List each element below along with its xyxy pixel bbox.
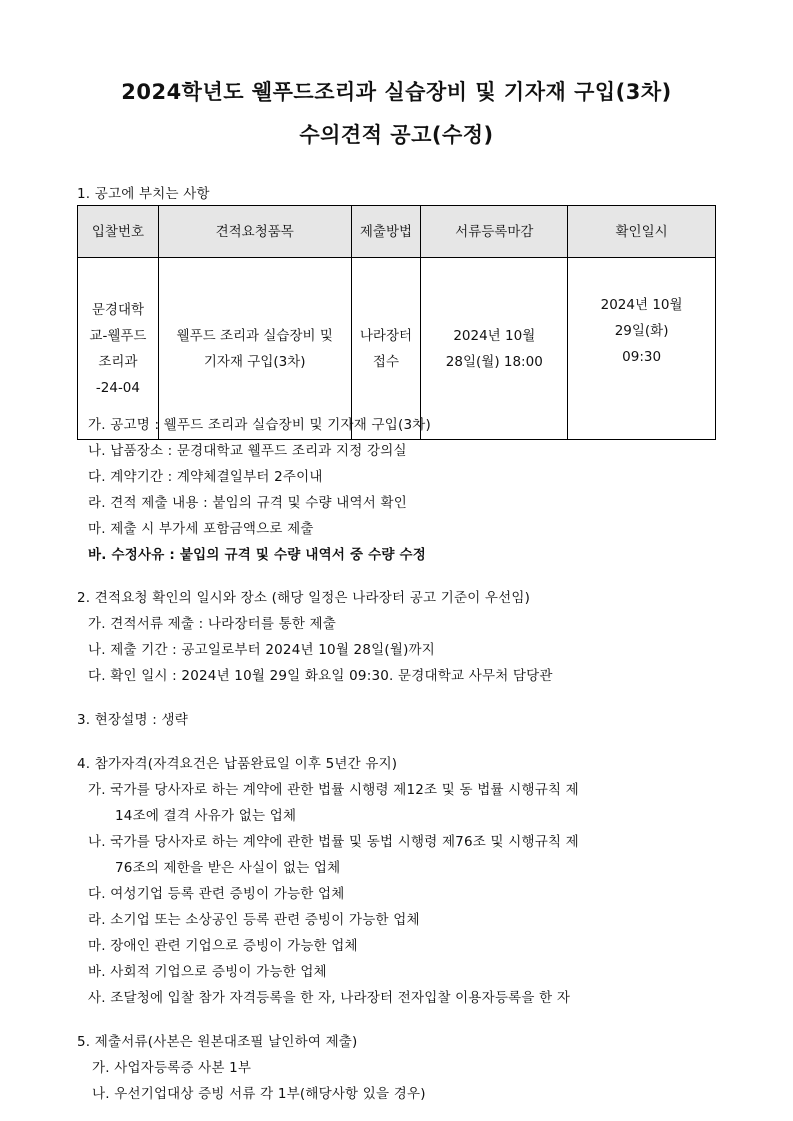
bid-no-line: -24-04 (95, 379, 140, 396)
section1-item: 나. 납품장소 : 문경대학교 웰푸드 조리과 지정 강의실 (88, 443, 407, 459)
section4-item-cont: 14조에 결격 사유가 없는 업체 (115, 808, 297, 824)
section4-item: 마. 장애인 관련 기업으로 증빙이 가능한 업체 (88, 938, 358, 954)
item-line: 기자재 구입(3차) (203, 353, 306, 370)
bid-info-table (77, 205, 716, 440)
confirm-line: 2024년 10월 (600, 297, 683, 313)
header-deadline: 서류등록마감 (421, 206, 568, 258)
section1-item: 가. 공고명 : 웰푸드 조리과 실습장비 및 기자재 구입(3차) (88, 417, 431, 433)
notice-title-line2: 수의견적 공고(수정) (299, 123, 494, 147)
section3-heading: 3. 현장설명 : 생략 (77, 712, 188, 728)
header-bid-no: 입찰번호 (78, 206, 159, 258)
notice-title-line1: 2024학년도 웰푸드조리과 실습장비 및 기자재 구입(3차) (121, 80, 672, 104)
section5-item: 나. 우선기업대상 증빙 서류 각 1부(해당사항 있을 경우) (92, 1086, 426, 1102)
cell-deadline (421, 258, 568, 440)
deadline-line: 28일(월) 18:00 (445, 353, 543, 370)
section4-heading: 4. 참가자격(자격요건은 납품완료일 이후 5년간 유지) (77, 756, 398, 772)
section5-item: 가. 사업자등록증 사본 1부 (92, 1060, 252, 1076)
section4-item: 다. 여성기업 등록 관련 증빙이 가능한 업체 (88, 886, 345, 902)
bid-no-line: 조리과 (98, 353, 138, 370)
section2-item: 다. 확인 일시 : 2024년 10월 29일 화요일 09:30. 문경대학교 사무처 담당관 (88, 668, 553, 684)
confirm-line: 09:30 (622, 349, 662, 365)
method-line: 나라장터 (359, 327, 413, 344)
section5-heading: 5. 제출서류(사본은 원본대조필 날인하여 제출) (77, 1034, 358, 1050)
section1-heading: 1. 공고에 부치는 사항 (77, 186, 210, 202)
confirm-line: 29일(화) (614, 323, 669, 339)
cell-confirm (568, 258, 716, 440)
section4-item: 바. 사회적 기업으로 증빙이 가능한 업체 (88, 964, 327, 980)
header-item: 견적요청품목 (158, 206, 351, 258)
method-line: 접수 (372, 353, 400, 370)
deadline-line: 2024년 10월 (453, 327, 536, 344)
revision-reason: 바. 수정사유 : 붙입의 규격 및 수량 내역서 중 수량 수정 (88, 547, 426, 563)
section1-item: 마. 제출 시 부가세 포함금액으로 제출 (88, 521, 314, 537)
section2-item: 나. 제출 기간 : 공고일로부터 2024년 10월 28일(월)까지 (88, 642, 436, 658)
section2-item: 가. 견적서류 제출 : 나라장터를 통한 제출 (88, 616, 337, 632)
section4-item: 가. 국가를 당사자로 하는 계약에 관한 법률 시행령 제12조 및 동 법률 시행규칙 제 (88, 782, 579, 798)
section4-item: 나. 국가를 당사자로 하는 계약에 관한 법률 및 동법 시행령 제76조 및 시행규칙 제 (88, 834, 579, 850)
section1-item: 라. 견적 제출 내용 : 붙임의 규격 및 수량 내역서 확인 (88, 495, 407, 511)
section4-item: 라. 소기업 또는 소상공인 등록 관련 증빙이 가능한 업체 (88, 912, 420, 928)
section2-heading: 2. 견적요청 확인의 일시와 장소 (해당 일정은 나라장터 공고 기준이 우선임) (77, 590, 531, 606)
item-line: 웰푸드 조리과 실습장비 및 (176, 327, 333, 344)
header-confirm: 확인일시 (568, 206, 716, 258)
header-method: 제출방법 (351, 206, 421, 258)
bid-no-line: 교-웰푸드 (89, 327, 147, 344)
bid-no-line: 문경대학 (91, 301, 145, 318)
section4-item: 사. 조달청에 입찰 참가 자격등록을 한 자, 나라장터 전자입찰 이용자등록을 한 자 (88, 990, 571, 1006)
section4-item-cont: 76조의 제한을 받은 사실이 없는 업체 (115, 860, 341, 876)
section1-item: 다. 계약기간 : 계약체결일부터 2주이내 (88, 469, 323, 485)
table-header-row (78, 206, 716, 258)
